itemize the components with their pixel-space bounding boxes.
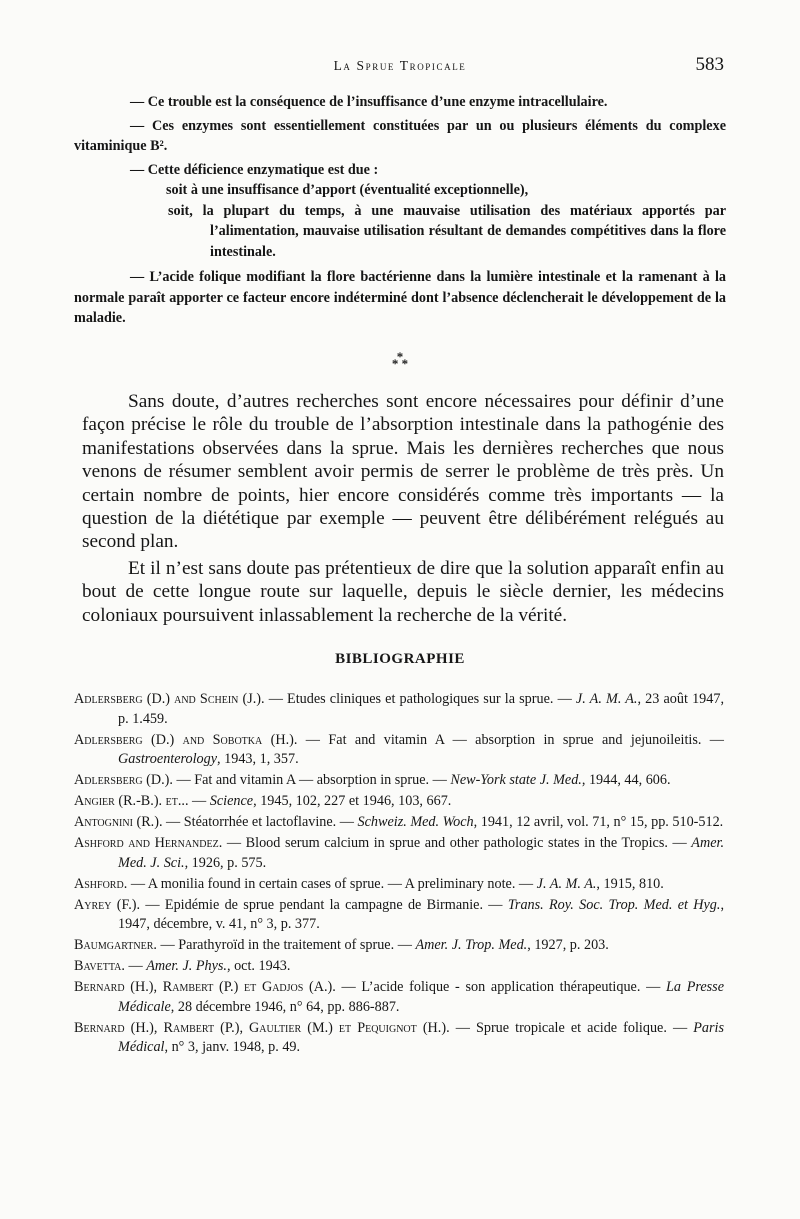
closing-text — [82, 390, 724, 630]
bib-journal: J. A. M. A. — [536, 875, 597, 892]
conclusion-subitem: soit à une insuffisance d’apport (éventualité exceptionnelle), — [166, 182, 529, 198]
bib-journal: Paris Médical — [118, 1019, 724, 1056]
bib-details: , 1947, décembre, v. 41, n° 3, p. 377. — [118, 896, 724, 933]
running-head — [0, 54, 800, 78]
bib-journal: La Presse Médicale — [118, 979, 724, 1015]
bib-details: , 1943, 1, 357. — [217, 751, 299, 768]
conclusion-paragraph: — Cette déficience enzymatique est due : — [130, 161, 379, 178]
bib-description: — — [188, 793, 210, 810]
bib-description: — — [124, 958, 147, 975]
bib-authors: Adlersberg (D.). — [74, 772, 173, 789]
conclusion-paragraph: — Ce trouble est la conséquence de l’insuffisance d’une enzyme intracellulaire. — [130, 94, 608, 110]
bib-journal: Amer. Med. J. Sci. — [118, 835, 725, 871]
bib-details: , 1944, 44, 606. — [581, 772, 671, 789]
body-paragraph: Et il n’est sans doute pas prétentieux de dire que la solution apparaît enfin au bout de cette longue route sur laquelle, depuis le siècle dernier, les médecins coloniaux poursuivent inlassablement la recherche de la vérité. — [82, 557, 724, 626]
asterism-separator: * * * — [391, 349, 409, 371]
bib-description: — Sprue tropicale et acide folique. — — [449, 1019, 694, 1036]
bibliography-entry — [74, 731, 724, 770]
bib-details: , 1915, 810. — [596, 875, 664, 892]
bibliography-entry — [74, 834, 724, 873]
bibliography-entry — [74, 813, 724, 833]
bib-details: , 23 août 1947, p. 1.459. — [118, 691, 724, 727]
bib-journal: Amer. J. Phys. — [146, 958, 227, 975]
conclusions-section — [74, 92, 726, 332]
bibliography-entry — [74, 936, 724, 956]
bib-description: — Fat and vitamin A — absorption in sprue. — — [172, 772, 451, 789]
bib-authors: Bavetta. — [74, 958, 125, 975]
conclusion-paragraph: — L’acide folique modifiant la flore bactérienne dans la lumière intestinale et la ramenant à la normale paraît apporter ce facteur encore indéterminé dont l’absence déclencherait le développement de la maladie. — [74, 269, 726, 326]
bib-authors: Ashford. — [74, 875, 128, 892]
bib-description: — A monilia found in certain cases of sprue. — A preliminary note. — — [127, 875, 537, 892]
bib-authors: Angier (R.-B.). et... — [74, 793, 189, 810]
bib-journal: Trans. Roy. Soc. Trop. Med. et Hyg. — [507, 896, 721, 913]
bib-description: — Blood serum calcium in sprue and other pathologic states in the Tropics. — — [222, 835, 692, 852]
body-paragraph: Sans doute, d’autres recherches sont encore nécessaires pour définir d’une façon précise le rôle du trouble de l’absorption intestinale dans la pathogénie des manifestations observées dans la sprue. Mais les dernières recherches que nous venons de résumer semblent avoir permis de serrer le problème de très près. Un certain nombre de points, hier encore considérés comme très importants — la question de la diététique par exemple — peuvent être délibérément relégués au second plan. — [82, 391, 724, 553]
running-title: La Sprue Tropicale — [333, 58, 467, 73]
bibliography-entry — [74, 957, 724, 977]
bib-description: — Etudes cliniques et pathologiques sur la sprue. — — [264, 691, 576, 707]
bib-details: , 1926, p. 575. — [184, 854, 267, 871]
bib-journal: Schweiz. Med. Woch — [357, 814, 474, 831]
bib-details: , n° 3, janv. 1948, p. 49. — [164, 1039, 301, 1056]
bib-journal: Gastroenterology — [118, 751, 218, 768]
bib-details: , 28 décembre 1946, n° 64, pp. 886-887. — [170, 998, 400, 1015]
bib-details: , 1941, 12 avril, vol. 71, n° 15, pp. 510-512. — [473, 814, 724, 831]
bib-description: — Epidémie de sprue pendant la campagne de Birmanie. — — [140, 896, 508, 913]
bib-authors: Antognini (R.). — [74, 814, 163, 831]
bibliography-entry — [74, 771, 724, 791]
page-number: 583 — [695, 54, 724, 75]
bib-details: , oct. 1943. — [226, 958, 291, 975]
bibliography-entry — [74, 875, 724, 895]
bibliography-entry — [74, 978, 724, 1017]
conclusion-paragraph: — Ces enzymes sont essentiellement constituées par un ou plusieurs éléments du complexe vitaminique B². — [74, 117, 726, 154]
bib-authors: Adlersberg (D.) and Schein (J.). — [74, 691, 265, 707]
bib-authors: Adlersberg (D.) and Sobotka (H.). — [74, 731, 298, 748]
bib-description: — Fat and vitamin A — absorption in sprue and jejunoileitis. — — [297, 731, 724, 748]
bib-journal: J. A. M. A. — [575, 691, 638, 707]
bib-journal: Science — [209, 793, 254, 810]
bibliography-entry — [74, 792, 724, 812]
bib-authors: Ashford and Hernandez. — [74, 835, 223, 852]
bib-details: , 1945, 102, 227 et 1946, 103, 667. — [253, 793, 452, 810]
bib-description: — L’acide folique - son application thérapeutique. — — [335, 979, 666, 996]
bib-authors: Ayrey (F.). — [74, 896, 141, 913]
bib-description: — Parathyroïd in the traitement of sprue. — — [156, 937, 416, 954]
bib-details: , 1927, p. 203. — [527, 937, 609, 954]
bibliography-entry — [74, 896, 724, 935]
bibliography-list — [74, 690, 724, 1059]
bib-authors: Bernard (H.), Rambert (P.), Gaultier (M.) et Pequignot (H.). — [74, 1019, 450, 1036]
bib-description: — Stéatorrhée et lactoflavine. — — [162, 814, 358, 831]
bib-journal: New-York state J. Med. — [450, 772, 582, 789]
bib-authors: Bernard (H.), Rambert (P.) et Gadjos (A.). — [74, 979, 336, 996]
bibliography-entry — [74, 1019, 724, 1058]
bibliography-entry — [74, 690, 724, 729]
conclusion-subitem: soit, la plupart du temps, à une mauvaise utilisation des matériaux apportés par l’alimentation, mauvaise utilisation résultant de demandes compétitives dans la flore intestinale. — [168, 202, 726, 260]
bibliography-heading: BIBLIOGRAPHIE — [335, 651, 465, 667]
bib-journal: Amer. J. Trop. Med. — [415, 937, 528, 954]
bib-authors: Baumgartner. — [74, 937, 157, 954]
